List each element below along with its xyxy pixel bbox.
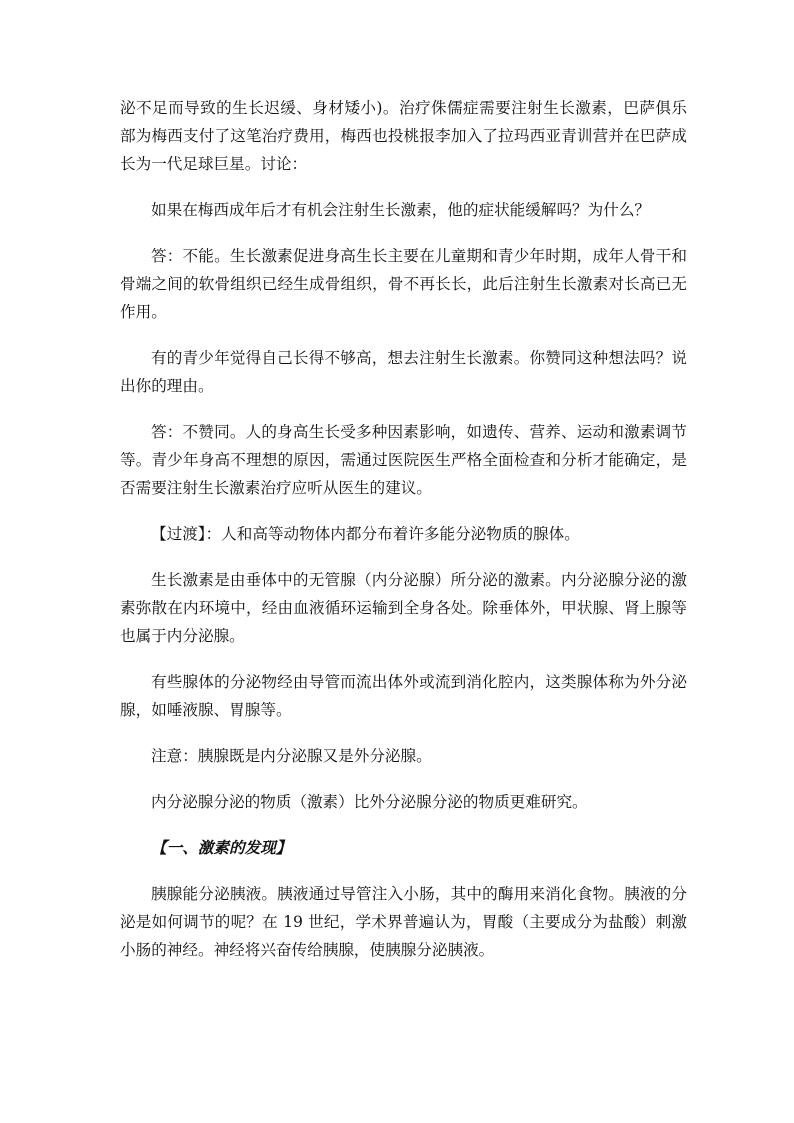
section-heading: 【一、激素的发现】 — [151, 838, 292, 857]
paragraph-question-adult: 如果在梅西成年后才有机会注射生长激素，他的症状能缓解吗？为什么？ — [151, 201, 651, 219]
paragraph-transition: 【过渡】：人和高等动物体内都分布着许多能分泌物质的腺体。 — [151, 525, 580, 543]
paragraph-endocrine-gland: 生长激素是由垂体中的无管腺（内分泌腺）所分泌的激素。内分泌腺分泌的激素弥散在内环境中，经由血液循环运输到全身各处。除垂体外，甲状腺、肾上腺等也属于内分泌腺。 — [120, 571, 687, 645]
paragraph-exocrine-gland: 有些腺体的分泌物经由导管而流出体外或流到消化腔内，这类腺体称为外分泌腺，如唾液腺、胃腺等。 — [120, 673, 687, 719]
paragraph-research-difficulty: 内分泌腺分泌的物质（激素）比外分泌腺分泌的物质更难研究。 — [151, 793, 588, 811]
paragraph-answer-adult: 答：不能。生长激素促进身高生长主要在儿童期和青少年时期，成年人骨干和骨端之间的软骨组织已经生成骨组织，骨不再长长，此后注射生长激素对长高已无作用。 — [120, 247, 687, 321]
paragraph-messi-story: 泌不足而导致的生长迟缓、身材矮小)。治疗侏儒症需要注射生长激素，巴萨俱乐部为梅西支付了这笔治疗费用，梅西也投桃报李加入了拉玛西亚青训营并在巴萨成长为一代足球巨星。讨论： — [120, 99, 687, 173]
paragraph-question-teen: 有的青少年觉得自己长得不够高，想去注射生长激素。你赞同这种想法吗？说出你的理由。 — [120, 349, 687, 395]
paragraph-answer-teen: 答：不赞同。人的身高生长受多种因素影响，如遗传、营养、运动和激素调节等。青少年身高不理想的原因，需通过医院医生严格全面检查和分析才能确定，是否需要注射生长激素治疗应听从医生的建议。 — [120, 423, 687, 497]
document-page — [120, 94, 687, 982]
paragraph-pancreatic-juice: 胰腺能分泌胰液。胰液通过导管注入小肠，其中的酶用来消化食物。胰液的分泌是如何调节的呢？在 19 世纪，学术界普遍认为，胃酸（主要成分为盐酸）刺激小肠的神经。神经将兴奋传给胰腺，使胰腺分泌胰液。 — [120, 885, 687, 959]
paragraph-note-pancreas: 注意：胰腺既是内分泌腺又是外分泌腺。 — [151, 747, 432, 765]
